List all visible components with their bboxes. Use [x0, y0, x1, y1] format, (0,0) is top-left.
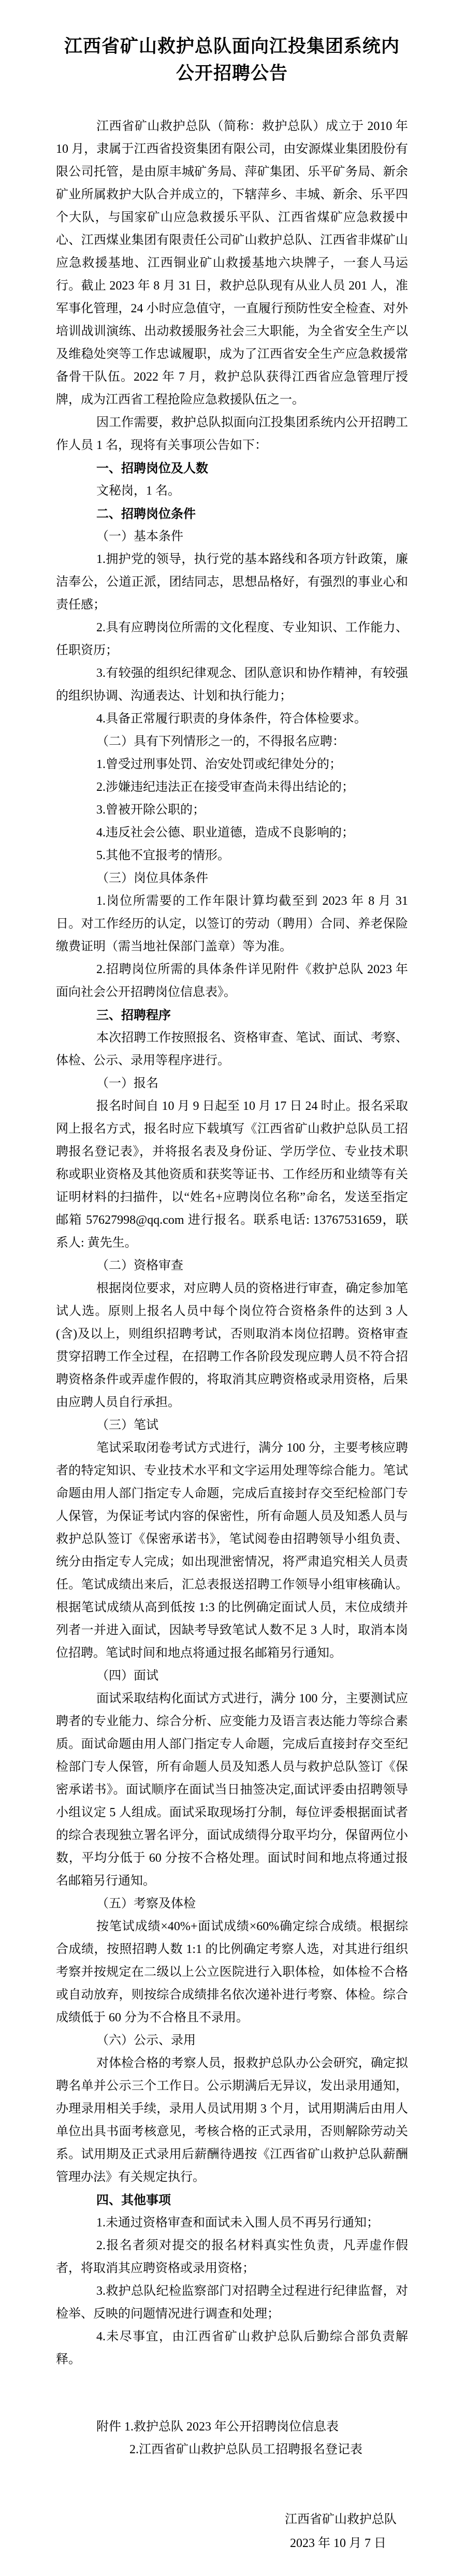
paragraph: 4.具备正常履行职责的身体条件，符合体检要求。 [96, 712, 367, 726]
paragraph: 2.招聘岗位所需的具体条件详见附件《救护总队 2023 年面向社会公开招聘岗位信息表》。 [56, 963, 408, 999]
signature-date: 2023 年 10 月 7 日 [290, 2537, 386, 2550]
paragraph: 本次招聘工作按照报名、资格审查、笔试、面试、考察、体检、公示、录用等程序进行。 [56, 1031, 408, 1067]
signature-block [56, 2508, 408, 2555]
paragraph: 1.未通过资格审查和面试未入围人员不再另行通知； [96, 2216, 379, 2230]
sub-heading: （二）具有下列情形之一的，不得报名应聘： [96, 735, 345, 748]
sub-heading: （四）面试 [96, 1669, 158, 1683]
paragraph: 4.违反社会公德、职业道德，造成不良影响的； [96, 826, 354, 840]
page-title-line1: 江西省矿山救护总队面向江投集团系统内 [64, 36, 400, 57]
paragraph: 2.具有应聘岗位所需的文化程度、专业知识、工作能力、任职资历； [56, 621, 408, 657]
paragraph: 根据岗位要求，对应聘人员的资格进行审查，确定参加笔试人选。原则上报名人员中每个岗位符合资格条件的达到 3 人(含)及以上，则组织招聘考试，否则取消本岗位招聘。资格审查贯穿招聘工作全过程，在招聘工作各阶段发现应聘人员不符合招聘资格条件或弄虚作假的，将取消其应聘资格或录用资格，后果由应聘人员自行承担。 [56, 1282, 408, 1409]
paragraph: 1.曾受过刑事处罚、治安处罚或纪律处分的； [96, 758, 342, 771]
attachment-line: 2.江西省矿山救护总队员工招聘报名登记表 [129, 2443, 362, 2456]
page-title [56, 33, 408, 87]
paragraph: 按笔试成绩×40%+面试成绩×60%确定综合成绩。根据综合成绩，按照招聘人数 1:1 的比例确定考察人选，对其进行组织考察并按规定在二级以上公立医院进行入职体检，如体检不合格或自动放弃，则按综合成绩排名依次递补进行考察、体检。综合成绩低于 60 分为不合格且不录用。 [56, 1920, 408, 2024]
section-heading: 三、招聘程序 [96, 1008, 171, 1022]
paragraph: 江西省矿山救护总队（简称：救护总队）成立于 2010 年 10 月，隶属于江西省投资集团有限公司，由安源煤业集团股份有限公司托管，是由原丰城矿务局、萍矿集团、乐平矿务局、新余矿业所属救护大队合并成立的，下辖萍乡、丰城、新余、乐平四个大队，与国家矿山应急救援乐平队、江西省煤矿应急救援中心、江西煤业集团有限责任公司矿山救护总队、江西省非煤矿山应急救援基地、江西铜业矿山救援基地六块牌子，一套人马运行。截止 2023 年 8 月 31 日，救护总队现有从业人员 201 人，准军事化管理，24 小时应急值守，一直履行预防性安全检查、对外培训战训演练、出动救援服务社会三大职能，为全省安全生产以及维稳处突等工作忠诚履职，成为了江西省安全生产应急救援常备骨干队伍。2022 年 7 月，救护总队获得江西省应急管理厅授牌，成为江西省工程抢险应急救援队伍之一。 [56, 120, 408, 407]
sub-heading: （三）笔试 [96, 1419, 158, 1432]
paragraph: 4.未尽事宜，由江西省矿山救护总队后勤综合部负责解释。 [56, 2330, 408, 2366]
sub-heading: （一）基本条件 [96, 530, 183, 543]
section-heading: 一、招聘岗位及人数 [96, 461, 208, 475]
section-heading: 二、招聘岗位条件 [96, 506, 196, 521]
paragraph: 报名时间自 10 月 9 日起至 10 月 17 日 24 时止。报名采取网上报名方式，报名时应下载填写《江西省矿山救护总队员工招聘报名登记表》，并将报名表及身份证、学历学位、专业技术职称或职业资格及其他资质和获奖等证书、工作经历和业绩等有关证明材料的扫描件，以“姓名+应聘岗位名称”命名，发送至指定邮箱 57627998@qq.com 进行报名。联系电话: 13767531659，联系人: 黄先生。 [56, 1099, 408, 1250]
paragraph: 因工作需要，救护总队拟面向江投集团系统内公开招聘工作人员 1 名，现将有关事项公告如下： [56, 416, 408, 452]
signature-org: 江西省矿山救护总队 [285, 2513, 397, 2526]
paragraph: 2.报名者须对提交的报名材料真实性负责，凡弄虚作假者，将取消其应聘资格或录用资格； [56, 2239, 408, 2275]
sub-heading: （三）岗位具体条件 [96, 872, 208, 885]
sub-heading: （二）资格审查 [96, 1259, 183, 1272]
sub-heading: （六）公示、录用 [96, 2034, 196, 2047]
paragraph: 面试采取结构化面试方式进行，满分 100 分，主要测试应聘者的专业能力、综合分析、应变能力及语言表达能力等综合素质。面试命题由用人部门指定专人命题，完成后直接封存交至纪检部门专人保管，所有命题人员及知悉人员与救护总队签订《保密承诺书》。面试顺序在面试当日抽签决定,面试评委由招聘领导小组议定 5 人组成。面试采取现场打分制，每位评委根据面试者的综合表现独立署名评分，面试成绩得分取平均分，保留两位小数，平均分低于 60 分按不合格处理。面试时间和地点将通过报名邮箱另行通知。 [56, 1692, 408, 1888]
section-heading: 四、其他事项 [96, 2193, 171, 2207]
paragraph: 对体检合格的考察人员，报救护总队办公会研究，确定拟聘名单并公示三个工作日。公示期满后无异议，发出录用通知，办理录用相关手续，录用人员试用期 3 个月，试用期满后由用人单位出具书面考核意见，考核合格的正式录用，否则解除劳动关系。试用期及正式录用后薪酬待遇按《江西省矿山救护总队薪酬管理办法》有关规定执行。 [56, 2057, 408, 2184]
paragraph: 3.有较强的组织纪律观念、团队意识和协作精神，有较强的组织协调、沟通表达、计划和执行能力； [56, 667, 408, 703]
attachment-line: 附件 1.救护总队 2023 年公开招聘岗位信息表 [96, 2420, 339, 2434]
paragraph: 2.涉嫌违纪违法正在接受审查尚未得出结论的； [96, 780, 354, 794]
paragraph: 1.拥护党的领导，执行党的基本路线和各项方针政策，廉洁奉公，公道正派，团结同志，思想品格好，有强烈的事业心和责任感； [56, 553, 408, 612]
sub-heading: （一）报名 [96, 1077, 158, 1090]
paragraph: 笔试采取闭卷考试方式进行，满分 100 分，主要考核应聘者的特定知识、专业技术水平和文字运用处理等综合能力。笔试命题由用人部门指定专人命题，完成后直接封存交至纪检部门专人保管，为保证考试内容的保密性，所有命题人员及知悉人员与救护总队签订《保密承诺书》，笔试阅卷由招聘领导小组负责、统分由指定专人完成；如出现泄密情况，将严肃追究相关人员责任。笔试成绩出来后，汇总表报送招聘工作领导小组审核确认。根据笔试成绩从高到低按 1:3 的比例确定面试人员，末位成绩并列者一并进入面试，因缺考导致笔试人数不足 3 人时，取消本岗位招聘。笔试时间和地点将通过报名邮箱另行通知。 [56, 1441, 408, 1660]
paragraph: 3.曾被开除公职的； [96, 803, 205, 817]
sub-heading: （五）考察及体检 [96, 1897, 196, 1911]
paragraph: 5.其他不宜报考的情形。 [96, 849, 230, 862]
paragraph: 3.救护总队纪检监察部门对招聘全过程进行纪律监督，对检举、反映的问题情况进行调查和处理； [56, 2284, 408, 2321]
paragraph: 1.岗位所需要的工作年限计算均截至到 2023 年 8 月 31 日。对工作经历的认定，以签订的劳动（聘用）合同、养老保险缴费证明（需当地社保部门盖章）等为准。 [56, 894, 408, 953]
page-title-line2: 公开招聘公告 [176, 63, 288, 84]
document-body [56, 115, 408, 2461]
paragraph: 文秘岗，1 名。 [96, 484, 180, 498]
